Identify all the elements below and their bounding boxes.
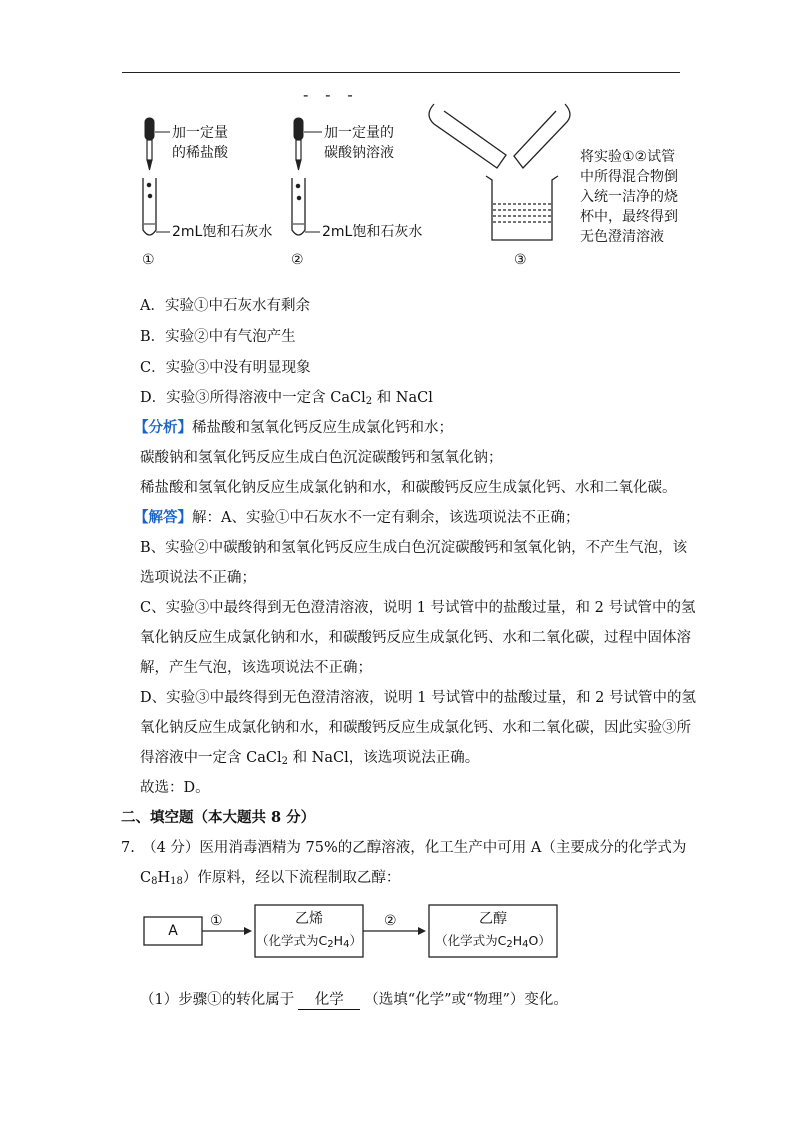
beaker-note-4: 杯中，最终得到 xyxy=(580,209,678,225)
tube-1-label-1: 加一定量 xyxy=(172,125,228,141)
flow-step-1: ① xyxy=(210,913,223,929)
solution-d-2: 氧化钠反应生成氯化钠和水，和碳酸钙反应生成氯化钙、水和二氧化碳，因此实验③所 xyxy=(140,720,691,736)
solution-tag: 【解答】 xyxy=(134,509,192,526)
option-c: C．实验③中没有明显现象 xyxy=(140,360,311,376)
tube-2-label-1: 加一定量的 xyxy=(324,125,394,141)
beaker-note-5: 无色澄清溶液 xyxy=(580,229,664,245)
option-b: B．实验②中有气泡产生 xyxy=(140,329,296,345)
solution-b-1: B、实验②中碳酸钠和氢氧化钙反应生成白色沉淀碳酸钙和氢氧化钠，不产生气泡，该 xyxy=(140,540,688,556)
analysis-line-3: 稀盐酸和氢氧化钠反应生成氯化钠和水，和碳酸钙反应生成氯化钙、水和二氧化碳。 xyxy=(140,480,677,496)
q7-sub-1: （1）步骤①的转化属于 化学 （选填“化学”或“物理”）变化。 xyxy=(140,992,568,1008)
dropper-2-icon xyxy=(294,118,303,170)
solution-choice: 故选：D。 xyxy=(140,780,210,796)
flow-box-c-title: 乙醇 xyxy=(479,911,507,927)
tube-1-bottom-label: 2mL饱和石灰水 xyxy=(172,224,273,240)
beaker-note-2: 中所得混合物倒 xyxy=(580,169,678,185)
analysis-tag: 【分析】 xyxy=(134,419,192,436)
beaker-note-3: 入统一洁净的烧 xyxy=(580,189,678,205)
analysis-line-2: 碳酸钠和氢氧化钙反应生成白色沉淀碳酸钙和氢氧化钠； xyxy=(140,450,503,466)
tube-1-label-2: 的稀盐酸 xyxy=(172,145,228,161)
pouring-tubes-icon xyxy=(429,104,570,168)
beaker-number: ③ xyxy=(514,252,527,268)
section-2-heading: 二、填空题（本大题共 8 分） xyxy=(121,809,316,826)
solution-a: 【解答】解：A、实验①中石灰水不一定有剩余，该选项说法不正确； xyxy=(134,509,580,526)
flow-box-b-title: 乙烯 xyxy=(295,911,323,927)
flow-box-a-label: A xyxy=(168,923,178,939)
q7-line-2: $C_8H_{18}$）作原料，经以下流程制取乙醇： xyxy=(140,870,401,887)
beaker-note-1: 将实验①②试管 xyxy=(580,149,676,165)
test-tube-2-icon xyxy=(292,178,305,235)
q7-line-1: 7. （4 分）医用消毒酒精为 75%的乙醇溶液，化工生产中可用 A（主要成分的化学式为 xyxy=(121,840,687,856)
beaker-icon xyxy=(486,176,558,240)
option-a: A．实验①中石灰水有剩余 xyxy=(140,298,310,314)
analysis-line-1: 【分析】稀盐酸和氢氧化钙反应生成氯化钙和水； xyxy=(134,419,453,436)
tube-1-number: ① xyxy=(142,252,155,268)
solution-d-3: 得溶液中一定含 CaCl$_2$ 和 NaCl，该选项说法正确。 xyxy=(140,750,480,767)
q7-sub-1-answer: 化学 xyxy=(298,991,360,1010)
flow-step-2: ② xyxy=(384,913,397,929)
dropper-1-icon xyxy=(145,118,154,170)
solution-c-2: 氧化钠反应生成氯化钠和水，和碳酸钙反应生成氯化钙、水和二氧化碳，过程中固体溶 xyxy=(140,630,691,646)
solution-d-1: D、实验③中最终得到无色澄清溶液，说明 1 号试管中的盐酸过量，和 2 号试管中的氢 xyxy=(140,690,697,706)
solution-c-3: 解，产生气泡，该选项说法不正确； xyxy=(140,660,372,676)
solution-c-1: C、实验③中最终得到无色澄清溶液，说明 1 号试管中的盐酸过量，和 2 号试管中的氢 xyxy=(140,600,696,616)
flow-box-c-formula: （化学式为$C_2H_4O$） xyxy=(435,933,551,950)
flow-box-b-formula: （化学式为$C_2H_4$） xyxy=(256,933,362,950)
tube-2-number: ② xyxy=(291,252,304,268)
test-tube-1-icon xyxy=(143,178,156,235)
option-d: D．实验③所得溶液中一定含 CaCl$_2$ 和 NaCl xyxy=(140,390,433,407)
tube-2-label-2: 碳酸钠溶液 xyxy=(324,145,394,161)
header-dashes: - - - xyxy=(303,86,359,104)
tube-2-bottom-label: 2mL饱和石灰水 xyxy=(322,224,423,240)
solution-b-2: 选项说法不正确； xyxy=(140,570,256,586)
